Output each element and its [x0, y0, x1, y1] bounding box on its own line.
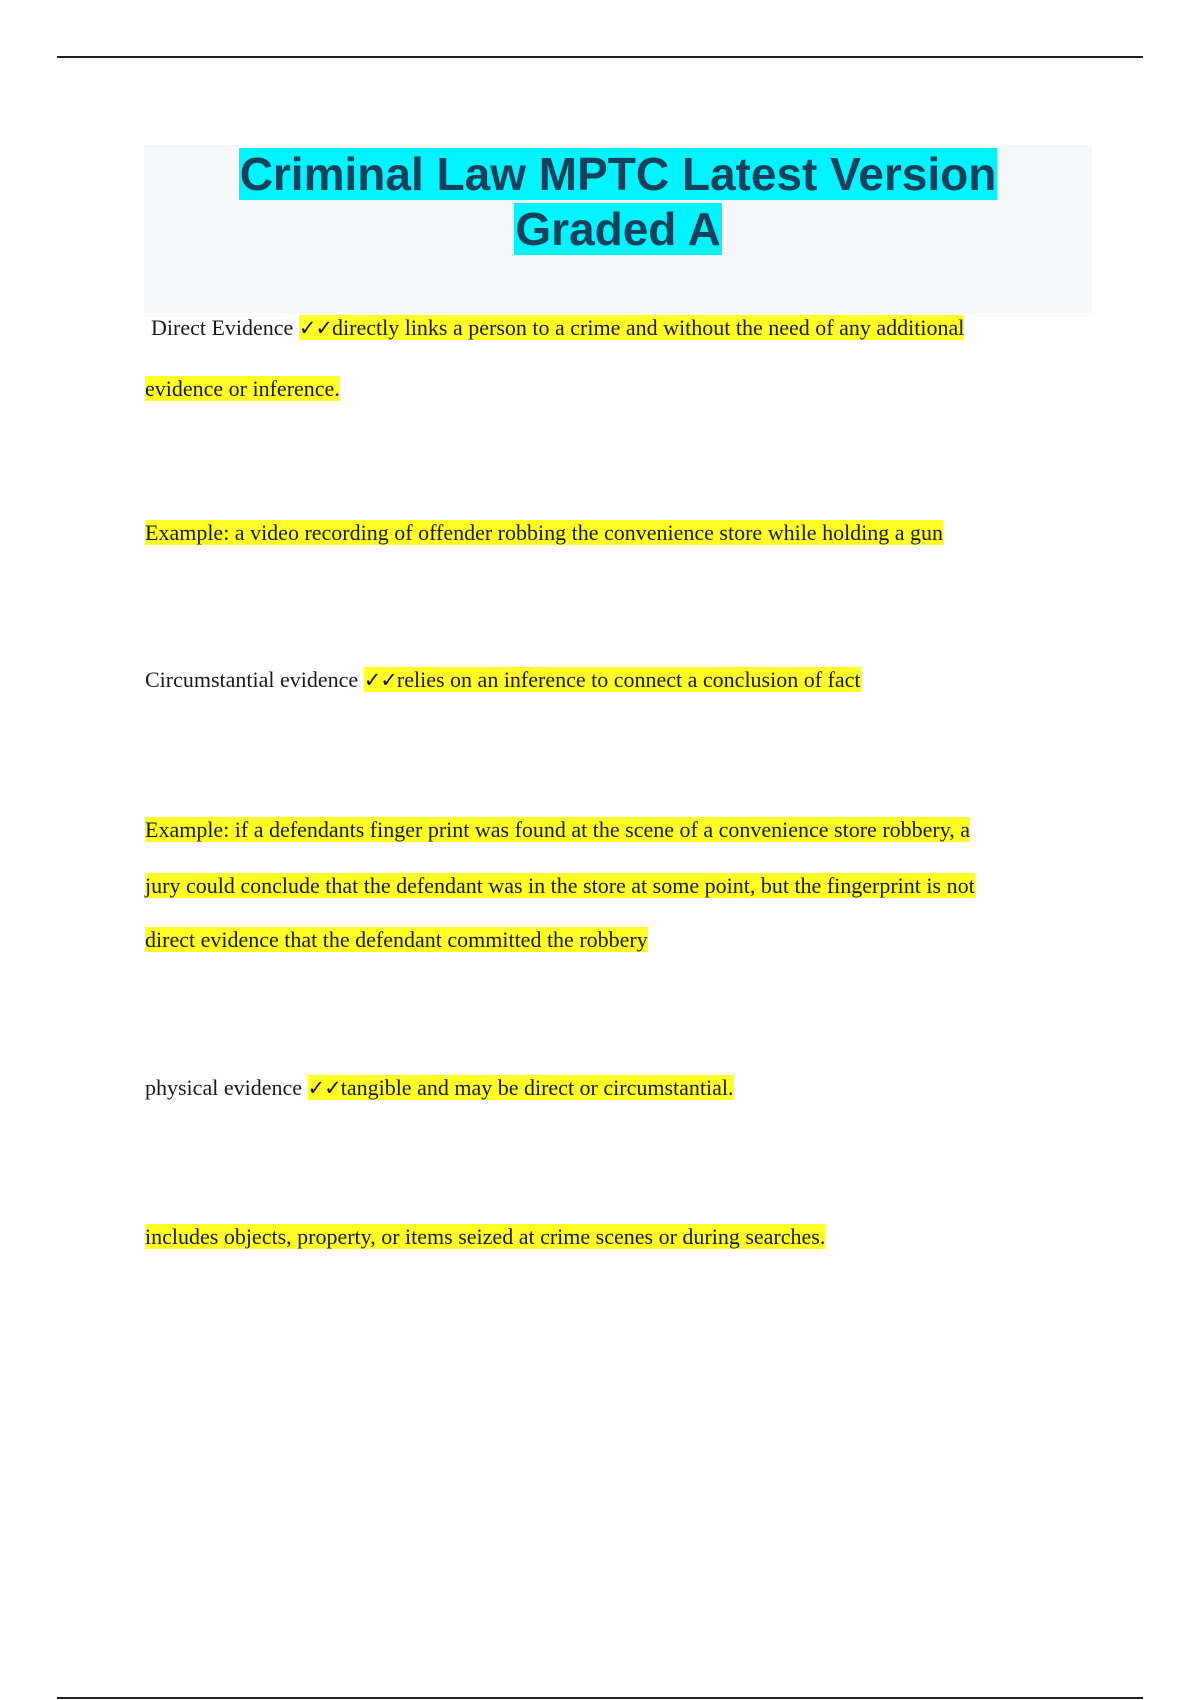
double-check-icon: ✓✓ — [307, 1076, 341, 1100]
double-check-icon: ✓✓ — [363, 668, 397, 692]
circumstantial-evidence-line — [145, 665, 861, 695]
title-banner — [144, 145, 1092, 313]
header-rule — [57, 56, 1143, 58]
direct-evidence-line-2 — [145, 374, 340, 404]
title-line-2: Graded A — [515, 203, 721, 255]
definition-continuation: evidence or inference. — [145, 376, 340, 401]
double-check-icon: ✓✓ — [298, 316, 333, 340]
circumstantial-example-line-1 — [145, 815, 970, 845]
circumstantial-example-line-3 — [145, 925, 648, 955]
circumstantial-example-line-2 — [145, 871, 975, 901]
direct-evidence-line-1 — [151, 313, 964, 343]
definition-text: directly links a person to a crime and without the need of any additional — [332, 315, 965, 340]
example-text: Example: if a defendants finger print was found at the scene of a convenience store robbery, a — [145, 817, 971, 842]
document-title — [144, 145, 1092, 257]
title-line-1: Criminal Law MPTC Latest Version — [239, 148, 997, 200]
direct-evidence-example — [145, 518, 943, 548]
physical-evidence-definition — [308, 1075, 734, 1100]
definition-text: relies on an inference to connect a conclusion of fact — [396, 667, 861, 692]
circumstantial-evidence-definition — [364, 667, 861, 692]
example-text: includes objects, property, or items seized at crime scenes or during searches. — [145, 1224, 826, 1249]
example-text: Example: a video recording of offender robbing the convenience store while holding a gun — [145, 520, 944, 545]
footer-rule — [57, 1697, 1143, 1699]
physical-evidence-example — [145, 1222, 825, 1252]
definition-text: tangible and may be direct or circumstantial. — [340, 1075, 734, 1100]
example-text: jury could conclude that the defendant was in the store at some point, but the fingerprint is not — [145, 873, 975, 898]
example-text: direct evidence that the defendant committed the robbery — [145, 927, 648, 952]
term-circumstantial-evidence: Circumstantial evidence — [145, 667, 359, 692]
term-physical-evidence: physical evidence — [145, 1075, 302, 1100]
term-direct-evidence: Direct Evidence — [151, 315, 294, 340]
direct-evidence-definition — [299, 315, 965, 340]
physical-evidence-line — [145, 1073, 734, 1103]
